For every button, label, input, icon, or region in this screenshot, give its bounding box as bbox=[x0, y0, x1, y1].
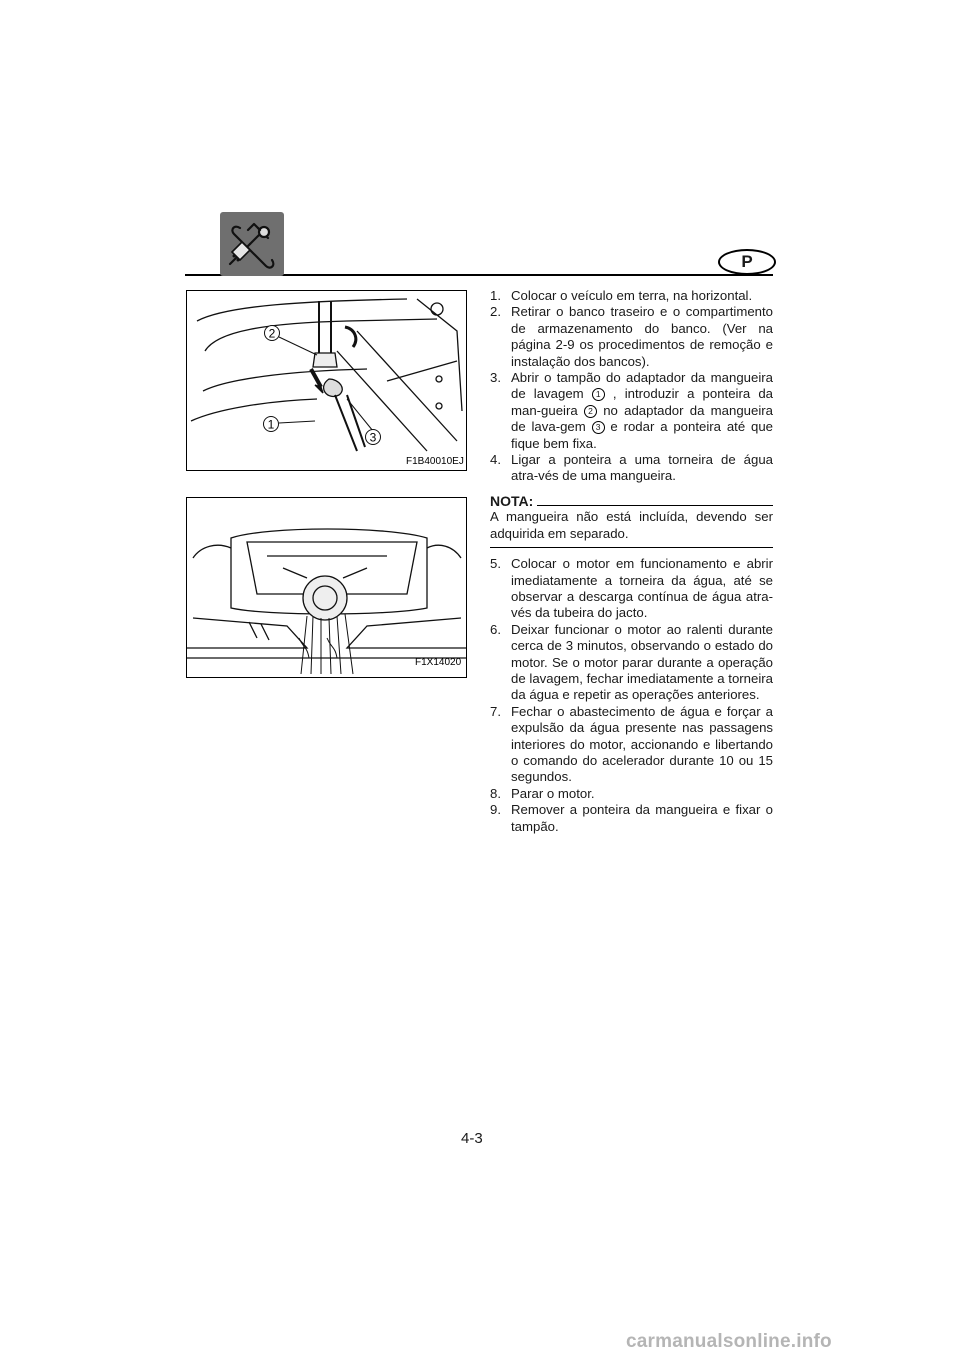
step-text: e rodar a ponteira até que fique bem fixa. bbox=[511, 419, 774, 451]
list-item bbox=[490, 304, 773, 370]
tools-maintenance-icon bbox=[220, 212, 284, 276]
step-text: Remover a ponteira da mangueira e fixar o tampão. bbox=[511, 802, 773, 834]
language-badge: P bbox=[718, 249, 776, 275]
step-number: 6. bbox=[490, 621, 501, 637]
step-number: 8. bbox=[490, 785, 501, 801]
step-number: 9. bbox=[490, 802, 501, 818]
note-label: NOTA: bbox=[490, 492, 534, 509]
steps-list-a bbox=[490, 288, 773, 485]
step-number: 7. bbox=[490, 703, 501, 719]
ref-callout-3: 3 bbox=[592, 421, 605, 434]
step-number: 1. bbox=[490, 288, 501, 303]
step-text: Colocar o motor em funcionamento e abrir imediatamente a torneira da água, até se observar a descarga contínua de água atra-vés da tubeira do jacto. bbox=[511, 556, 773, 621]
list-item bbox=[490, 704, 773, 786]
steps-list-b bbox=[490, 556, 773, 835]
note-text: A mangueira não está incluída, devendo ser adquirida em separado. bbox=[490, 509, 773, 548]
list-item bbox=[490, 622, 773, 704]
figure-jet-nozzle-flush bbox=[186, 497, 467, 678]
list-item bbox=[490, 802, 773, 835]
figure-code: F1X14020 bbox=[415, 657, 462, 668]
step-text: , introduzir a ponteira da man-gueira bbox=[511, 386, 773, 418]
step-text: Fechar o abastecimento de água e forçar a expulsão da água presente nas passagens interiores do motor, accionando e libertando o comando do acelerador durante 10 ou 15 segundos. bbox=[511, 703, 773, 785]
list-item bbox=[490, 370, 773, 452]
step-number: 5. bbox=[490, 556, 501, 572]
ref-callout-2: 2 bbox=[584, 405, 597, 418]
step-number: 3. bbox=[490, 370, 501, 386]
step-text: Colocar o veículo em terra, na horizontal. bbox=[511, 288, 753, 303]
step-text: Parar o motor. bbox=[511, 785, 595, 801]
list-item bbox=[490, 452, 773, 485]
step-text: Retirar o banco traseiro e o compartimento de armazenamento do banco. (Ver na página 2-9 os procedimentos de remoção e instalação dos bancos). bbox=[511, 304, 773, 369]
callout-2: 2 bbox=[268, 326, 276, 341]
note-rule bbox=[537, 505, 773, 506]
list-item bbox=[490, 288, 773, 304]
step-text: Deixar funcionar o motor ao ralenti durante cerca de 3 minutos, observando o estado do motor. Se o motor parar durante a operação de lavagem, fechar imediatamente a torneira da água e repetir as operações anteriores. bbox=[511, 621, 773, 703]
ref-callout-1: 1 bbox=[592, 388, 605, 401]
jet-nozzle-illustration bbox=[187, 498, 466, 677]
step-number: 4. bbox=[490, 452, 501, 468]
step-text: Ligar a ponteira a uma torneira de água atra-vés de uma mangueira. bbox=[511, 452, 773, 484]
figure-hose-adapter bbox=[186, 290, 467, 471]
step-text: Abrir o tampão do adaptador da mangueira de lavagem bbox=[511, 370, 773, 402]
callout-3: 3 bbox=[369, 430, 377, 445]
note-heading bbox=[490, 493, 773, 509]
page-number: 4-3 bbox=[461, 1130, 483, 1147]
list-item bbox=[490, 786, 773, 802]
step-text: no adaptador da mangueira de lava-gem bbox=[511, 402, 773, 435]
hose-adapter-illustration bbox=[187, 291, 466, 470]
note-box bbox=[490, 493, 773, 548]
list-item bbox=[490, 556, 773, 622]
callout-1: 1 bbox=[267, 417, 275, 432]
figure-code: F1B40010EJ bbox=[406, 456, 464, 467]
instructions-column bbox=[490, 288, 773, 835]
step-number: 2. bbox=[490, 304, 501, 320]
watermark: carmanualsonline.info bbox=[626, 1331, 832, 1352]
